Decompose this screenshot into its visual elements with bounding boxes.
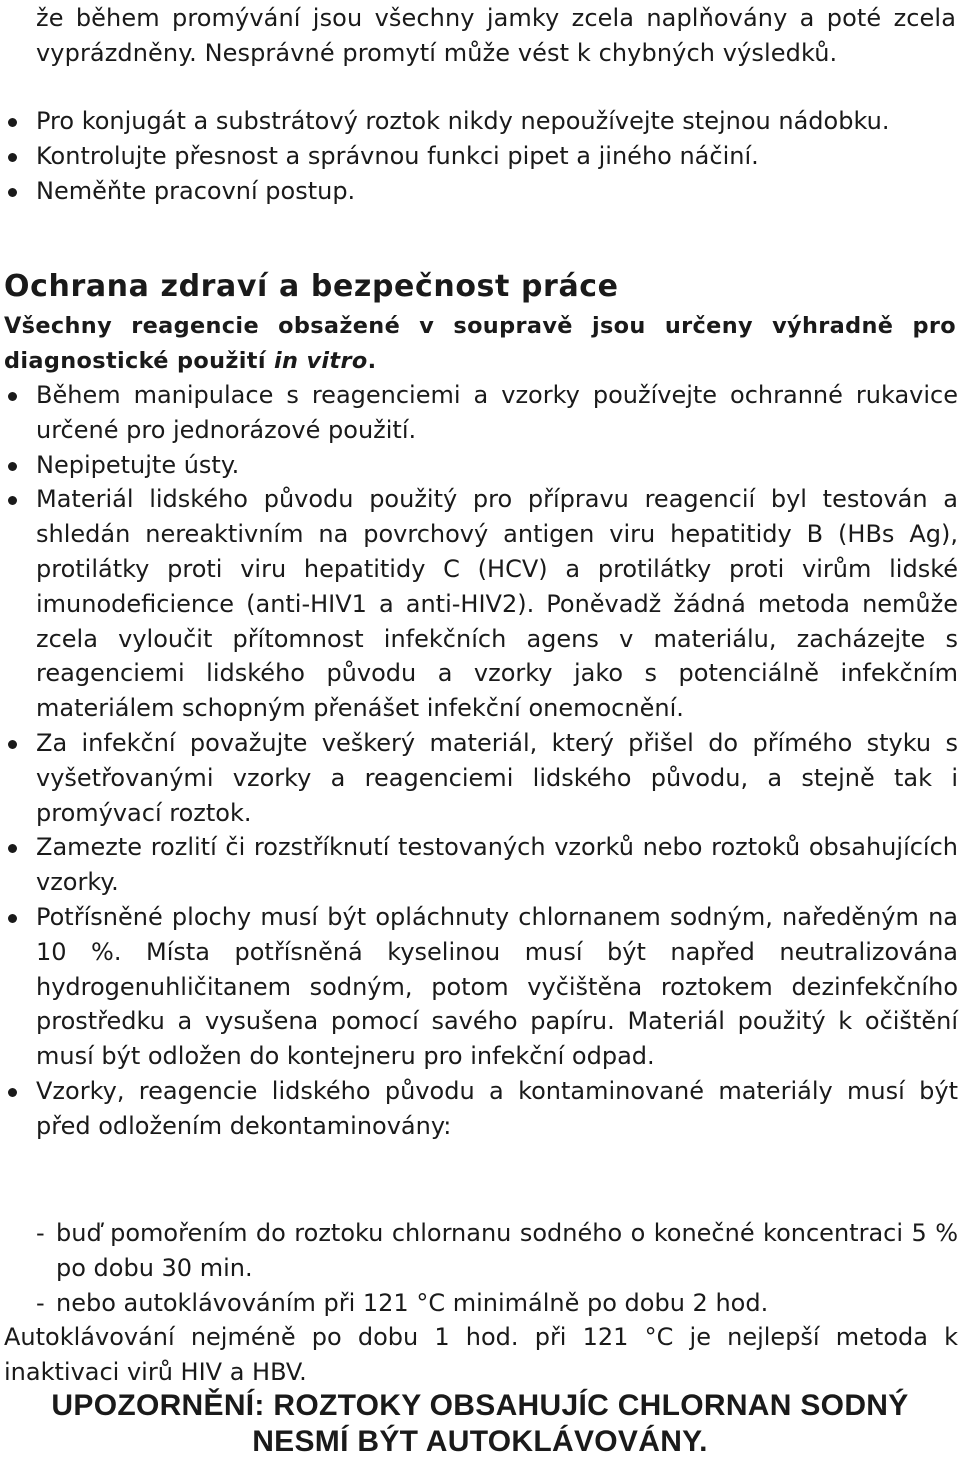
list-item xyxy=(0,482,958,726)
list-item xyxy=(0,900,958,1074)
list-item-text: Kontrolujte přesnost a správnou funkci pipet a jiného náčiní. xyxy=(36,141,759,170)
list-item xyxy=(0,378,958,448)
list-item-text: Pro konjugát a substrátový roztok nikdy nepoužívejte stejnou nádobku. xyxy=(36,107,890,135)
bullet-icon xyxy=(8,1088,17,1097)
warning-line-2: NESMÍ BÝT AUTOKLÁVOVÁNY. xyxy=(252,1425,708,1458)
dash-list-decontamination xyxy=(36,1216,958,1320)
section-heading: Ochrana zdraví a bezpečnost práce xyxy=(4,269,619,304)
list-item xyxy=(0,830,958,900)
bullet-icon xyxy=(8,740,17,749)
list-item-text: Nepipetujte ústy. xyxy=(36,450,240,479)
list-item-text: Za infekční považujte veškerý materiál, který přišel do přímého styku s vyšetřovanými vzorky a reagenciemi lidského původu, a stejně tak i promývací roztok. xyxy=(36,728,958,827)
warning-notice xyxy=(0,1388,960,1460)
bullet-icon xyxy=(8,188,17,197)
subheading-end: . xyxy=(367,347,377,374)
list-item xyxy=(0,174,958,209)
closing-paragraph: Autoklávování nejméně po dobu 1 hod. při 121 °C je nejlepší metoda k inaktivaci virů HIV a HBV. xyxy=(4,1323,958,1386)
continuation-text: že během promývání jsou všechny jamky zcela naplňovány a poté zcela vyprázdněny. Nesprávné promytí může vést k chybných výsledků. xyxy=(36,4,956,67)
list-item-text: nebo autoklávováním při 121 °C minimálně po dobu 2 hod. xyxy=(56,1288,769,1317)
list-item-text: buď pomořením do roztoku chlornanu sodného o konečné koncentraci 5 % po dobu 30 min. xyxy=(56,1219,958,1282)
list-item xyxy=(0,726,958,830)
dash-marker: - xyxy=(36,1288,45,1317)
list-item-text: Materiál lidského původu použitý pro přípravu reagencií byl testován a shledán nereaktivním na povrchový antigen viru hepatitidy B (HBs Ag), protilátky proti viru hepatitidy C (HCV) a protilátky proti virům lidské imunodeficience (anti-HIV1 a anti-HIV2). Poněvadž žádná metoda nemůže zcela vyloučit přítomnost infekčních agens v materiálu, zacházejte s reagenciemi lidského původu a vzorky jako s potenciálně infekčním materiálem schopným přenášet infekční onemocnění. xyxy=(36,485,958,723)
bullet-list-safety xyxy=(0,378,958,1144)
warning-line-1: UPOZORNĚNÍ: ROZTOKY OBSAHUJÍC CHLORNAN SODNÝ xyxy=(51,1389,909,1422)
list-item-text: Během manipulace s reagenciemi a vzorky používejte ochranné rukavice určené pro jednorázové použití. xyxy=(36,381,958,444)
bullet-icon xyxy=(8,844,17,853)
bullet-icon xyxy=(8,462,17,471)
list-item xyxy=(0,104,958,139)
bullet-icon xyxy=(8,153,17,162)
dash-marker: - xyxy=(36,1219,45,1247)
list-item-text: Neměňte pracovní postup. xyxy=(36,176,356,205)
section-subheading xyxy=(4,309,956,379)
list-item xyxy=(36,1286,958,1321)
list-item-text: Potřísněné plochy musí být opláchnuty chlornanem sodným, naředěným na 10 %. Místa potřísněná kyselinou musí být napřed neutralizována hydrogenuhličitanem sodným, potom vyčištěna roztokem dezinfekčního prostředku a vysušena pomocí savého papíru. Materiál použitý k očištění musí být odložen do kontejneru pro infekční odpad. xyxy=(36,902,958,1071)
list-item-text: Zamezte rozlití či rozstříknutí testovaných vzorků nebo roztoků obsahujících vzorky. xyxy=(36,833,958,897)
bullet-icon xyxy=(8,392,17,401)
bullet-icon xyxy=(8,496,17,505)
bullet-list-procedure xyxy=(0,104,958,208)
list-item-text: Vzorky, reagencie lidského původu a kontaminované materiály musí být před odložením dekontaminovány: xyxy=(36,1076,958,1140)
subheading-italic: in vitro xyxy=(274,347,368,374)
list-item xyxy=(0,448,958,483)
list-item xyxy=(0,1074,958,1144)
list-item xyxy=(0,139,958,174)
list-item xyxy=(36,1216,958,1286)
bullet-icon xyxy=(8,118,17,127)
bullet-icon xyxy=(8,914,17,923)
subheading-text: Všechny reagencie obsažené v soupravě jsou určeny výhradně pro diagnostické použití xyxy=(4,313,956,374)
